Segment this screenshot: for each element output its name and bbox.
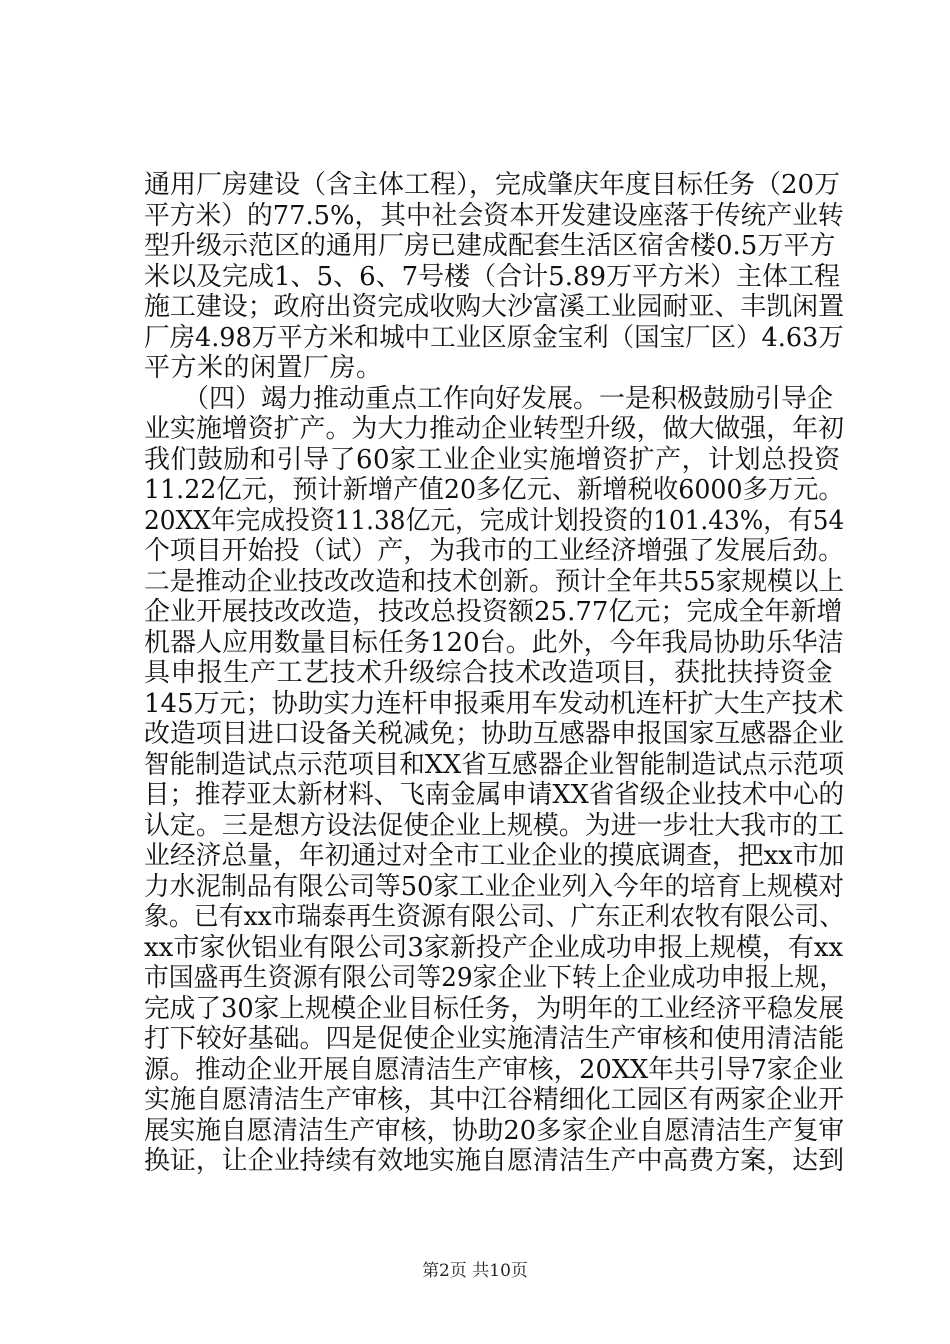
text-line: 二是推动企业技改改造和技术创新。预计全年共55家规模以上: [144, 566, 845, 597]
text-line: 实施自愿清洁生产审核，其中江谷精细化工园区有两家企业开: [144, 1085, 845, 1115]
text-line: 厂房4.98万平方米和城中工业区原金宝利（国宝厂区）4.63万: [144, 322, 844, 353]
text-line: 机器人应用数量目标任务120台。此外，今年我局协助乐华洁: [144, 627, 844, 658]
page-footer: 第2页 共10页: [422, 1261, 528, 1281]
text-line: 20XX年完成投资11.38亿元，完成计划投资的101.43%，有54: [144, 505, 845, 536]
text-line: 打下较好基础。四是促使企业实施清洁生产审核和使用清洁能: [144, 1024, 845, 1054]
text-line: 改造项目进口设备关税减免；协助互感器申报国家互感器企业: [144, 719, 845, 749]
text-line: （四）竭力推动重点工作向好发展。一是积极鼓励引导企: [144, 383, 834, 414]
text-line: 11.22亿元，预计新增产值20多亿元、新增税收6000多万元。: [144, 475, 844, 505]
text-line: xx市家伙铝业有限公司3家新投产企业成功申报上规模，有xx: [144, 932, 844, 963]
text-line: 米以及完成1、5、6、7号楼（合计5.89万平方米）主体工程: [144, 261, 841, 292]
text-line: 市国盛再生资源有限公司等29家企业下转上企业成功申报上规，: [144, 963, 845, 993]
text-line: 智能制造试点示范项目和XX省互感器企业智能制造试点示范项: [144, 749, 845, 780]
text-line: 业经济总量，年初通过对全市工业企业的摸底调查，把xx市加: [144, 841, 845, 871]
text-line: 通用厂房建设（含主体工程），完成肇庆年度目标任务（20万: [144, 170, 841, 200]
text-line: 业实施增资扩产。为大力推动企业转型升级，做大做强，年初: [144, 414, 845, 444]
text-line: 换证，让企业持续有效地实施自愿清洁生产中高费方案，达到: [144, 1146, 845, 1176]
text-line: 平方米的闲置厂房。: [144, 353, 383, 383]
text-line: 我们鼓励和引导了60家工业企业实施增资扩产，计划总投资: [144, 444, 841, 475]
text-line: 企业开展技改改造，技改总投资额25.77亿元；完成全年新增: [144, 597, 843, 627]
text-line: 源。推动企业开展自愿清洁生产审核，20XX年共引导7家企业: [144, 1054, 844, 1085]
text-line: 认定。三是想方设法促使企业上规模。为进一步壮大我市的工: [144, 810, 845, 841]
text-line: 平方米）的77.5%，其中社会资本开发建设座落于传统产业转: [144, 200, 844, 231]
text-line: 力水泥制品有限公司等50家工业企业列入今年的培育上规模对: [144, 871, 845, 902]
text-line: 施工建设；政府出资完成收购大沙富溪工业园耐亚、丰凯闲置: [144, 292, 845, 322]
text-line: 象。已有xx市瑞泰再生资源有限公司、广东正利农牧有限公司、: [144, 902, 845, 932]
text-line: 型升级示范区的通用厂房已建成配套生活区宿舍楼0.5万平方: [144, 231, 836, 261]
text-line: 展实施自愿清洁生产审核，协助20多家企业自愿清洁生产复审: [144, 1115, 845, 1146]
text-line: 个项目开始投（试）产，为我市的工业经济增强了发展后劲。: [144, 536, 845, 566]
text-line: 目；推荐亚太新材料、飞南金属申请XX省省级企业技术中心的: [144, 780, 845, 810]
text-line: 具申报生产工艺技术升级综合技术改造项目，获批扶持资金: [144, 658, 834, 688]
text-line: 完成了30家上规模企业目标任务，为明年的工业经济平稳发展: [144, 993, 845, 1024]
text-line: 145万元；协助实力连杆申报乘用车发动机连杆扩大生产技术: [144, 688, 844, 719]
